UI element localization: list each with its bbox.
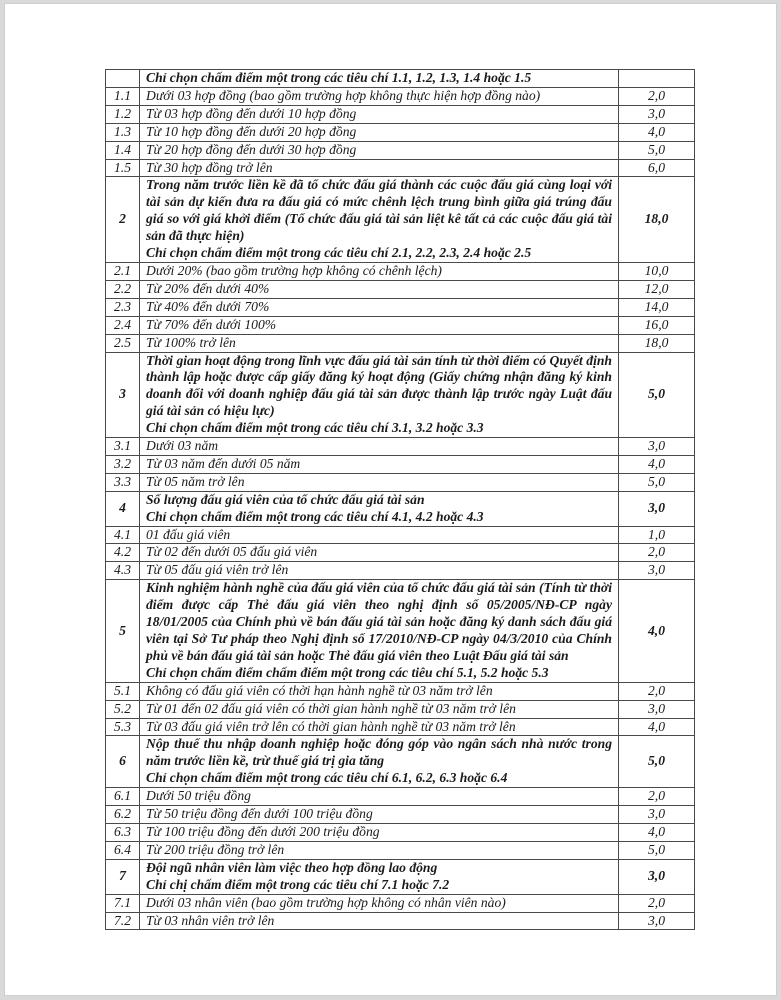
subitem-text: Từ 03 đấu giá viên trở lên có thời gian hành nghề từ 03 năm trở lên <box>140 718 619 736</box>
subitem-score: 3,0 <box>619 438 695 456</box>
subitem-score: 3,0 <box>619 562 695 580</box>
subitem-score: 3,0 <box>619 105 695 123</box>
criteria-subitem-row <box>106 562 695 580</box>
section-number: 3 <box>106 352 140 438</box>
criteria-subitem-row <box>106 912 695 930</box>
subitem-number: 6.2 <box>106 806 140 824</box>
criteria-subitem-row <box>106 841 695 859</box>
subitem-text: Không có đấu giá viên có thời hạn hành nghề từ 03 năm trở lên <box>140 682 619 700</box>
section-number: 4 <box>106 491 140 526</box>
section-instruction: Chỉ chọn chấm điểm một trong các tiêu chí 4.1, 4.2 hoặc 4.3 <box>146 508 484 524</box>
criteria-subitem-row <box>106 280 695 298</box>
subitem-score: 2,0 <box>619 544 695 562</box>
document-page <box>4 3 777 996</box>
subitem-number: 6.4 <box>106 841 140 859</box>
section-max-score: 5,0 <box>619 736 695 788</box>
subitem-score: 4,0 <box>619 718 695 736</box>
criteria-score <box>619 70 695 88</box>
criteria-subitem-row <box>106 123 695 141</box>
subitem-number: 2.2 <box>106 280 140 298</box>
subitem-score: 3,0 <box>619 912 695 930</box>
subitem-number: 2.5 <box>106 334 140 352</box>
criteria-subitem-row <box>106 334 695 352</box>
criteria-subitem-row <box>106 823 695 841</box>
subitem-number: 1.3 <box>106 123 140 141</box>
subitem-number: 5.1 <box>106 682 140 700</box>
criteria-table-body <box>106 70 695 930</box>
criteria-subitem-row <box>106 141 695 159</box>
section-max-score: 3,0 <box>619 491 695 526</box>
criteria-subitem-row <box>106 788 695 806</box>
criteria-subitem-row <box>106 682 695 700</box>
subitem-text: Dưới 20% (bao gồm trường hợp không có chênh lệch) <box>140 262 619 280</box>
subitem-text: Từ 20% đến dưới 40% <box>140 280 619 298</box>
section-criteria-text: Thời gian hoạt động trong lĩnh vực đấu giá tài sản tính từ thời điểm có Quyết định thành lập hoặc được cấp giấy đăng ký hoạt động (Giấy chứng nhận đăng ký kinh doanh đối với doanh nghiệp đấu giá tài sản được thành lập trước ngày Luật đấu giá tài sản có hiệu lực) <box>146 352 612 419</box>
subitem-score: 2,0 <box>619 682 695 700</box>
criteria-section-row <box>106 491 695 526</box>
section-number: 5 <box>106 580 140 682</box>
subitem-score: 5,0 <box>619 841 695 859</box>
criteria-subitem-row <box>106 298 695 316</box>
subitem-text: Từ 05 đấu giá viên trở lên <box>140 562 619 580</box>
subitem-number: 4.2 <box>106 544 140 562</box>
subitem-text: Từ 50 triệu đồng đến dưới 100 triệu đồng <box>140 806 619 824</box>
subitem-text: Từ 70% đến dưới 100% <box>140 316 619 334</box>
subitem-score: 4,0 <box>619 123 695 141</box>
subitem-text: Từ 02 đến dưới 05 đấu giá viên <box>140 544 619 562</box>
subitem-number: 2.3 <box>106 298 140 316</box>
criteria-section-row <box>106 177 695 263</box>
criteria-subitem-row <box>106 526 695 544</box>
section-max-score: 3,0 <box>619 859 695 894</box>
subitem-score: 10,0 <box>619 262 695 280</box>
criteria-subitem-row <box>106 87 695 105</box>
subitem-text: Từ 03 năm đến dưới 05 năm <box>140 455 619 473</box>
subitem-number: 1.4 <box>106 141 140 159</box>
criteria-subitem-row <box>106 473 695 491</box>
subitem-number: 6.3 <box>106 823 140 841</box>
criteria-section-row <box>106 352 695 438</box>
subitem-text: Từ 30 hợp đồng trở lên <box>140 159 619 177</box>
subitem-text: Dưới 03 hợp đồng (bao gồm trường hợp không thực hiện hợp đồng nào) <box>140 87 619 105</box>
subitem-score: 2,0 <box>619 788 695 806</box>
subitem-number: 1.5 <box>106 159 140 177</box>
criteria-subitem-row <box>106 544 695 562</box>
section-criteria-text: Số lượng đấu giá viên của tổ chức đấu giá tài sản <box>146 491 425 507</box>
subitem-score: 4,0 <box>619 823 695 841</box>
subitem-score: 12,0 <box>619 280 695 298</box>
subitem-text: Từ 40% đến dưới 70% <box>140 298 619 316</box>
subitem-number: 7.1 <box>106 894 140 912</box>
subitem-text: Từ 10 hợp đồng đến dưới 20 hợp đồng <box>140 123 619 141</box>
criteria-instruction-row <box>106 70 695 88</box>
criteria-subitem-row <box>106 105 695 123</box>
subitem-text: Từ 03 nhân viên trở lên <box>140 912 619 930</box>
criteria-subitem-row <box>106 718 695 736</box>
subitem-score: 3,0 <box>619 806 695 824</box>
subitem-number: 4.3 <box>106 562 140 580</box>
subitem-number: 4.1 <box>106 526 140 544</box>
subitem-score: 5,0 <box>619 473 695 491</box>
subitem-score: 14,0 <box>619 298 695 316</box>
subitem-score: 5,0 <box>619 141 695 159</box>
subitem-score: 1,0 <box>619 526 695 544</box>
subitem-text: 01 đấu giá viên <box>140 526 619 544</box>
section-instruction: Chỉ chọn chấm điểm một trong các tiêu chí 6.1, 6.2, 6.3 hoặc 6.4 <box>146 770 508 786</box>
subitem-number: 5.2 <box>106 700 140 718</box>
subitem-number: 3.1 <box>106 438 140 456</box>
subitem-score: 2,0 <box>619 894 695 912</box>
criteria-subitem-row <box>106 894 695 912</box>
section-instruction: Chỉ chọn chấm điểm chấm điểm một trong các tiêu chí 5.1, 5.2 hoặc 5.3 <box>146 664 549 680</box>
subitem-text: Từ 100% trở lên <box>140 334 619 352</box>
section-instruction: Chỉ chọn chấm điểm một trong các tiêu chí 3.1, 3.2 hoặc 3.3 <box>146 420 484 436</box>
criteria-subitem-row <box>106 159 695 177</box>
subitem-text: Từ 01 đến 02 đấu giá viên có thời gian hành nghề từ 03 năm trở lên <box>140 700 619 718</box>
subitem-text: Dưới 03 nhân viên (bao gồm trường hợp không có nhân viên nào) <box>140 894 619 912</box>
subitem-text: Từ 100 triệu đồng đến dưới 200 triệu đồng <box>140 823 619 841</box>
criteria-subitem-row <box>106 806 695 824</box>
criteria-number <box>106 70 140 88</box>
subitem-number: 2.4 <box>106 316 140 334</box>
section-criteria-text: Trong năm trước liền kề đã tổ chức đấu giá thành các cuộc đấu giá cùng loại với tài sản dự kiến đưa ra đấu giá có mức chênh lệch trung bình giữa giá trúng đấu giá so với giá khởi điểm (Tổ chức đấu giá tài sản liệt kê tất cả các cuộc đấu giá tài sản đã thực hiện) <box>146 177 612 244</box>
section-number: 6 <box>106 736 140 788</box>
subitem-score: 6,0 <box>619 159 695 177</box>
section-description <box>140 736 619 788</box>
subitem-text: Từ 20 hợp đồng đến dưới 30 hợp đồng <box>140 141 619 159</box>
section-criteria-text: Nộp thuế thu nhập doanh nghiệp hoặc đóng góp vào ngân sách nhà nước trong năm trước liền kề, trừ thuế giá trị gia tăng <box>146 736 612 769</box>
subitem-score: 2,0 <box>619 87 695 105</box>
criteria-subitem-row <box>106 316 695 334</box>
section-instruction: Chỉ chị chấm điểm một trong các tiêu chí 7.1 hoặc 7.2 <box>146 876 450 892</box>
subitem-score: 3,0 <box>619 700 695 718</box>
section-description <box>140 177 619 263</box>
criteria-subitem-row <box>106 262 695 280</box>
scoring-criteria-table <box>105 69 695 930</box>
section-number: 7 <box>106 859 140 894</box>
subitem-text: Từ 05 năm trở lên <box>140 473 619 491</box>
criteria-subitem-row <box>106 438 695 456</box>
subitem-score: 16,0 <box>619 316 695 334</box>
subitem-number: 6.1 <box>106 788 140 806</box>
subitem-number: 3.3 <box>106 473 140 491</box>
subitem-number: 5.3 <box>106 718 140 736</box>
section-description <box>140 491 619 526</box>
criteria-section-row <box>106 736 695 788</box>
subitem-text: Dưới 50 triệu đồng <box>140 788 619 806</box>
section-criteria-text: Đội ngũ nhân viên làm việc theo hợp đồng lao động <box>146 859 438 875</box>
subitem-number: 2.1 <box>106 262 140 280</box>
section-criteria-text: Kinh nghiệm hành nghề của đấu giá viên của tổ chức đấu giá tài sản (Tính từ thời điểm được cấp Thẻ đấu giá viên theo nghị định số 05/2005/NĐ-CP ngày 18/01/2005 của Chính phủ về bán đấu giá tài sản hoặc đăng ký danh sách đấu giá viên tại Sở Tư pháp theo Nghị định số 17/2010/NĐ-CP ngày 04/3/2010 của Chính phủ về bán đấu giá tài sản hoặc Thẻ đấu giá viên theo Luật Đấu giá tài sản <box>146 580 612 663</box>
subitem-score: 18,0 <box>619 334 695 352</box>
section-max-score: 18,0 <box>619 177 695 263</box>
criteria-instruction: Chỉ chọn chấm điểm một trong các tiêu chí 1.1, 1.2, 1.3, 1.4 hoặc 1.5 <box>140 70 619 88</box>
subitem-score: 4,0 <box>619 455 695 473</box>
section-number: 2 <box>106 177 140 263</box>
subitem-number: 1.1 <box>106 87 140 105</box>
subitem-number: 7.2 <box>106 912 140 930</box>
subitem-text: Từ 200 triệu đồng trở lên <box>140 841 619 859</box>
section-max-score: 4,0 <box>619 580 695 682</box>
criteria-section-row <box>106 580 695 682</box>
criteria-section-row <box>106 859 695 894</box>
subitem-text: Dưới 03 năm <box>140 438 619 456</box>
section-description <box>140 352 619 438</box>
section-description <box>140 580 619 682</box>
subitem-number: 1.2 <box>106 105 140 123</box>
section-instruction: Chỉ chọn chấm điểm một trong các tiêu chí 2.1, 2.2, 2.3, 2.4 hoặc 2.5 <box>146 245 532 261</box>
criteria-subitem-row <box>106 700 695 718</box>
subitem-number: 3.2 <box>106 455 140 473</box>
subitem-text: Từ 03 hợp đồng đến dưới 10 hợp đồng <box>140 105 619 123</box>
criteria-subitem-row <box>106 455 695 473</box>
section-description <box>140 859 619 894</box>
section-max-score: 5,0 <box>619 352 695 438</box>
